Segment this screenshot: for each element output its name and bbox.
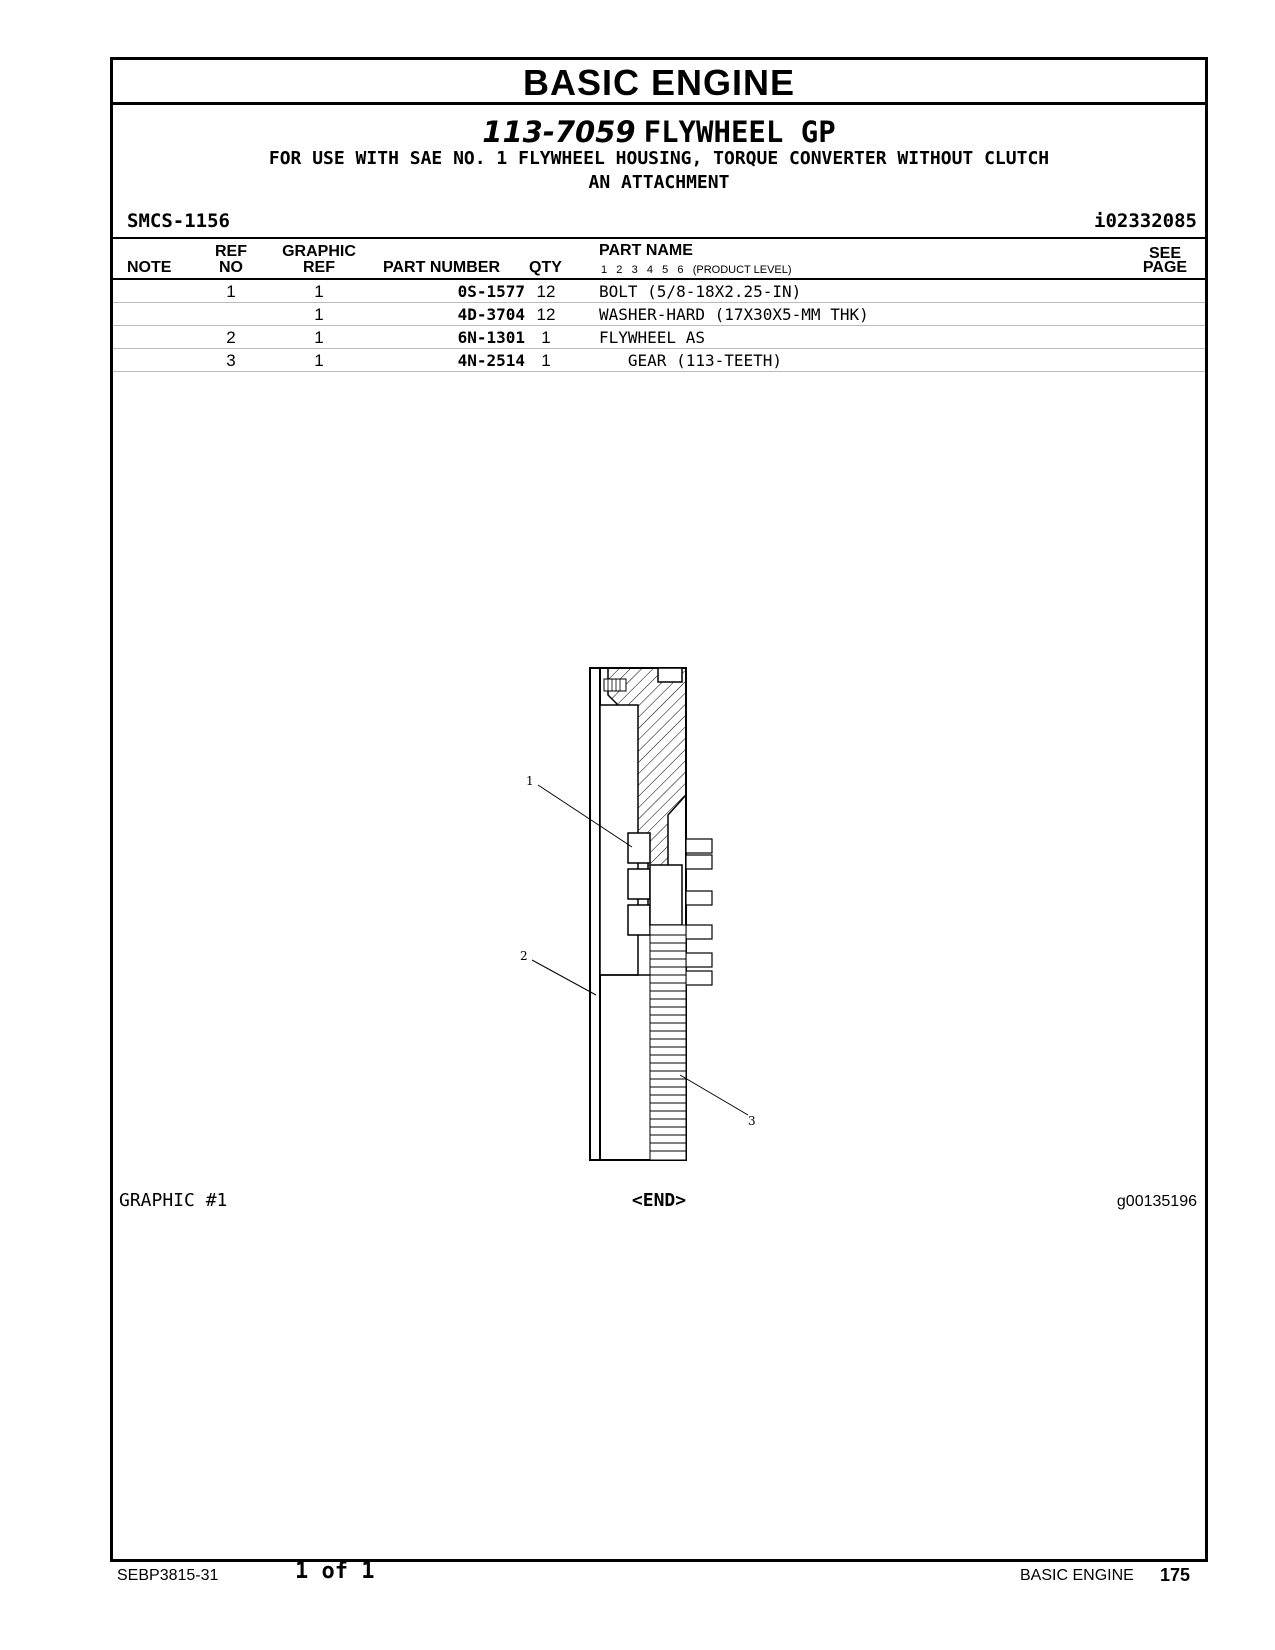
usage-line-1: FOR USE WITH SAE NO. 1 FLYWHEEL HOUSING, TORQUE CONVERTER WITHOUT CLUTCH xyxy=(268,148,1050,169)
section-title: BASIC ENGINE xyxy=(113,60,1205,105)
bolt-head-icon xyxy=(628,833,650,863)
graphic-id: g00135196 xyxy=(1116,1193,1197,1210)
part-name: BOLT (5/8-18X2.25-IN) xyxy=(599,282,802,301)
footer-page-number: 175 xyxy=(1160,1565,1191,1585)
callout-label-2: 2 xyxy=(520,949,528,963)
header-graphic-ref-2: REF xyxy=(303,259,335,276)
table-header xyxy=(113,240,1205,278)
header-part-name: PART NAME xyxy=(599,242,693,259)
illustration-id: i02332085 xyxy=(1094,210,1197,232)
ring-gear-teeth xyxy=(650,925,686,1160)
ref-no: 3 xyxy=(226,351,236,370)
qty: 1 xyxy=(541,351,551,370)
callout-label-1: 1 xyxy=(526,774,534,788)
header-part-number: PART NUMBER xyxy=(383,259,501,276)
group-number: 113-7059 xyxy=(482,115,636,149)
qty: 12 xyxy=(536,305,556,324)
header-see-page-1: SEE xyxy=(1148,245,1181,262)
graphic-ref: 1 xyxy=(314,328,324,347)
qty: 1 xyxy=(541,328,551,347)
footer-page-of: 1 of 1 xyxy=(295,1559,375,1584)
header-ref-no-1: REF xyxy=(215,243,247,260)
header-qty: QTY xyxy=(529,259,562,276)
usage-line-2: AN ATTACHMENT xyxy=(588,172,730,193)
header-ref-no-2: NO xyxy=(219,259,243,276)
bolt-head-icon xyxy=(628,869,650,899)
footer-section: BASIC ENGINE xyxy=(1020,1567,1134,1584)
callout-leader-3 xyxy=(680,1075,748,1115)
graphic-ref: 1 xyxy=(314,351,324,370)
graphic-ref: 1 xyxy=(314,282,324,301)
parts-list xyxy=(113,280,1205,372)
group-name: FLYWHEEL GP xyxy=(643,115,836,149)
part-name: FLYWHEEL AS xyxy=(599,328,705,347)
part-number: 0S-1577 xyxy=(457,282,525,301)
header-note: NOTE xyxy=(127,259,172,276)
top-notch xyxy=(658,668,682,682)
table-row xyxy=(113,303,1205,326)
header-see-page-2: PAGE xyxy=(1142,259,1188,276)
callout-label-3: 3 xyxy=(748,1114,756,1128)
graphic-label: GRAPHIC #1 xyxy=(119,1190,228,1211)
part-number: 4N-2514 xyxy=(457,351,525,370)
ref-no: 1 xyxy=(226,282,236,301)
part-name: GEAR (113-TEETH) xyxy=(599,351,783,370)
bolt-head-icon xyxy=(628,905,650,935)
end-mark: <END> xyxy=(631,1190,687,1211)
qty: 12 xyxy=(536,282,556,301)
header-divider-top xyxy=(113,237,1205,239)
header-graphic-ref-1: GRAPHIC xyxy=(282,243,356,260)
graphic-ref: 1 xyxy=(314,305,324,324)
smcs-code: SMCS-1156 xyxy=(127,210,230,232)
flywheel-cross-section-drawing xyxy=(508,655,768,1185)
part-number: 4D-3704 xyxy=(457,305,525,324)
table-row xyxy=(113,326,1205,349)
group-title xyxy=(113,115,1205,150)
table-row xyxy=(113,280,1205,303)
footer-doc-number: SEBP3815-31 xyxy=(117,1567,219,1584)
table-row xyxy=(113,349,1205,372)
small-bolt-icon xyxy=(604,679,626,691)
header-product-level: 1 2 3 4 5 6 (PRODUCT LEVEL) xyxy=(601,264,792,276)
bolt-threads xyxy=(686,839,712,985)
part-name: WASHER-HARD (17X30X5-MM THK) xyxy=(599,305,869,324)
flywheel-left-wall xyxy=(590,668,600,1160)
part-number: 6N-1301 xyxy=(457,328,525,347)
ref-no: 2 xyxy=(226,328,236,347)
page-frame xyxy=(110,57,1208,1562)
callout-leader-2 xyxy=(532,960,596,995)
washer-block xyxy=(650,865,682,925)
